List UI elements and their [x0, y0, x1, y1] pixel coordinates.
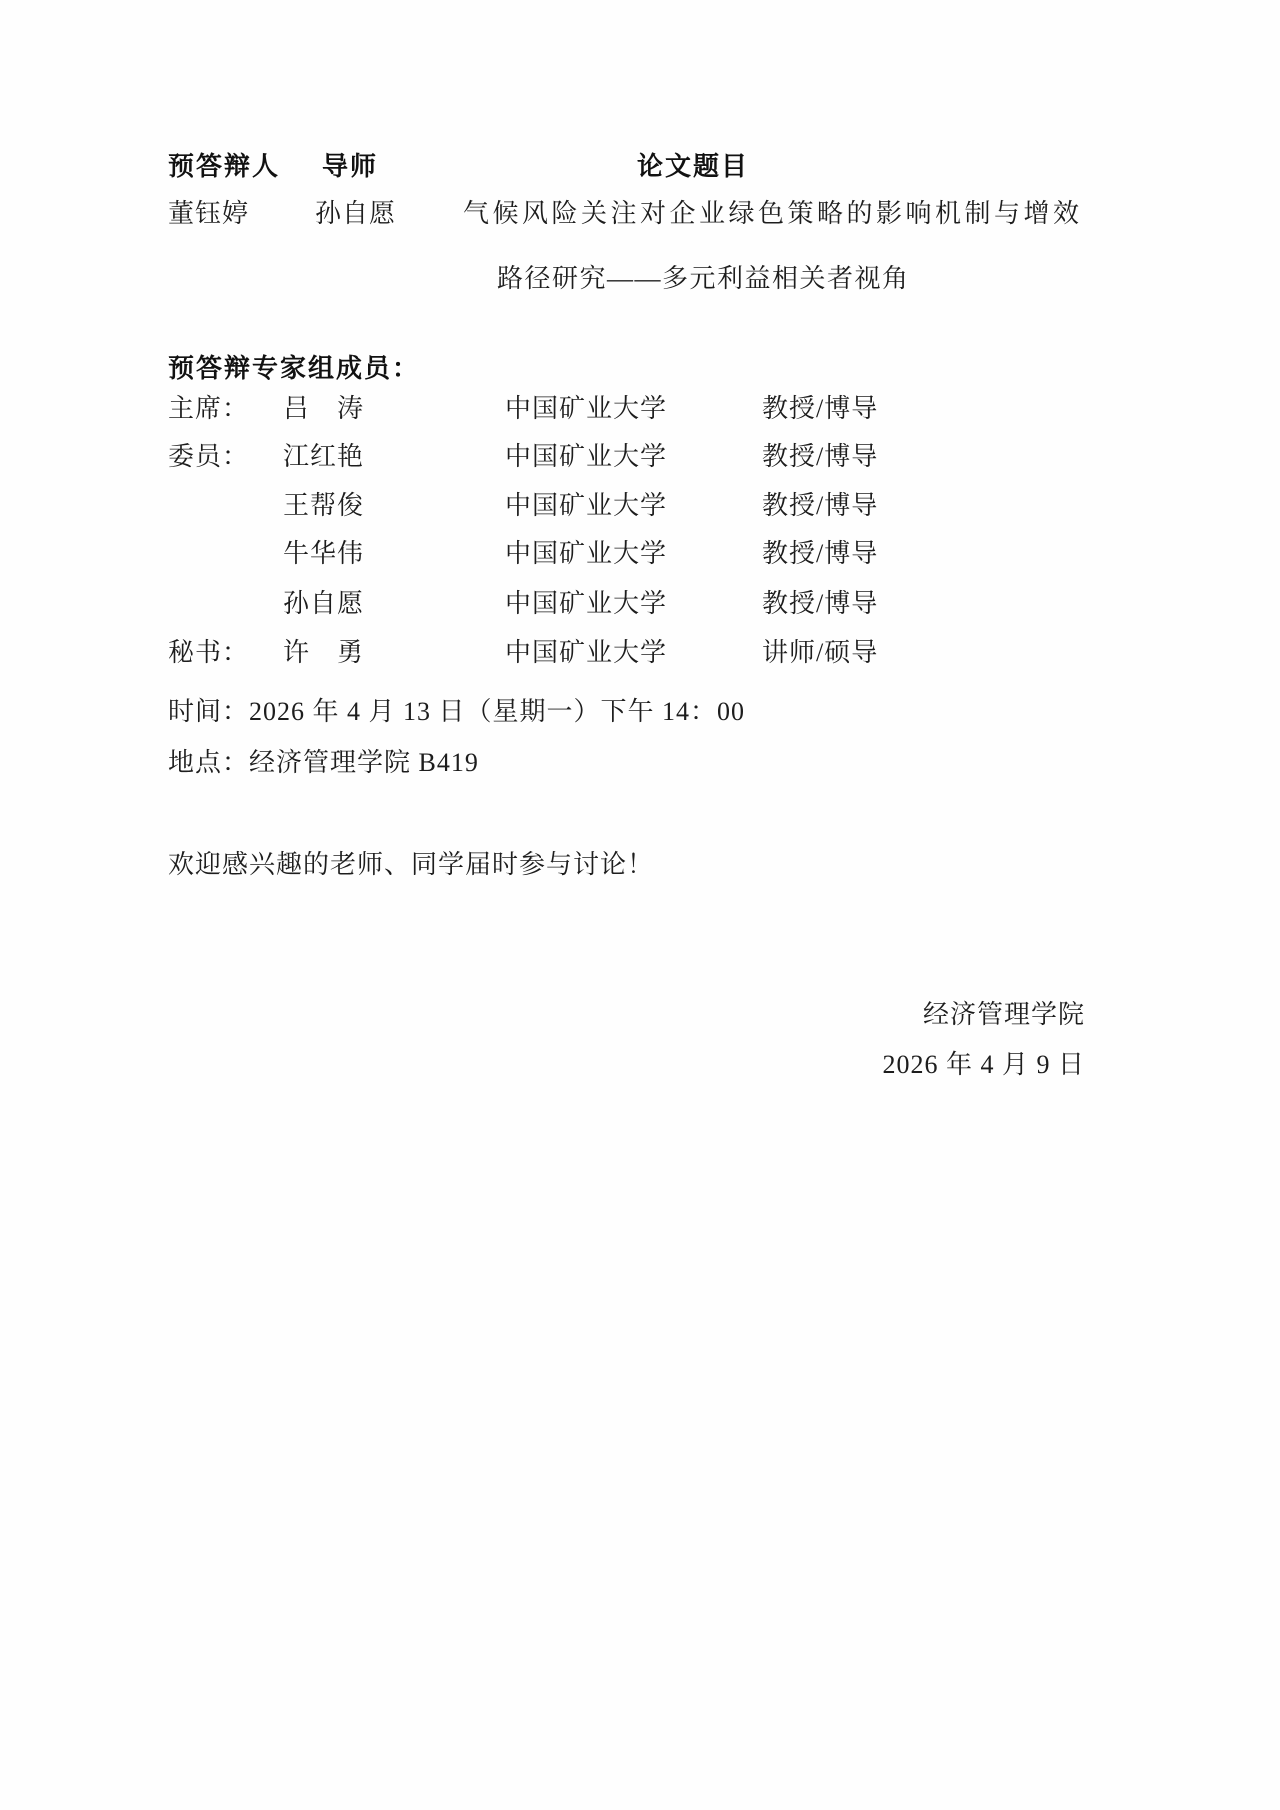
member-name: 江红艳: [283, 442, 365, 471]
member-role: 秘书：: [168, 638, 250, 667]
column-header-advisor: 导师: [322, 151, 379, 181]
member-name: 牛华伟: [283, 539, 365, 568]
member-title: 教授/博导: [762, 539, 879, 568]
column-header-candidate: 预答辩人: [168, 151, 281, 181]
member-title: 教授/博导: [762, 491, 879, 520]
candidate-name: 董钰婷: [168, 199, 250, 228]
thesis-title-line1: 气候风险关注对企业绿色策略的影响机制与增效: [463, 199, 1083, 228]
member-title: 教授/博导: [762, 442, 879, 471]
member-affiliation: 中国矿业大学: [505, 442, 668, 471]
committee-heading: 预答辩专家组成员：: [168, 353, 421, 383]
member-affiliation: 中国矿业大学: [505, 638, 668, 667]
member-affiliation: 中国矿业大学: [505, 539, 668, 568]
member-title: 讲师/硕导: [762, 638, 879, 667]
member-title: 教授/博导: [762, 394, 879, 423]
thesis-title-line2: 路径研究——多元利益相关者视角: [497, 264, 910, 293]
member-title: 教授/博导: [762, 589, 879, 618]
member-role: 委员：: [168, 442, 250, 471]
member-affiliation: 中国矿业大学: [505, 589, 668, 618]
member-affiliation: 中国矿业大学: [505, 491, 668, 520]
advisor-name: 孙自愿: [315, 199, 397, 228]
member-name: 吕 涛: [283, 394, 365, 423]
signature-date: 2026 年 4 月 9 日: [882, 1050, 1085, 1079]
column-header-thesis-title: 论文题目: [637, 151, 750, 181]
member-name: 孙自愿: [283, 589, 365, 618]
member-name: 许 勇: [283, 638, 365, 667]
member-name: 王帮俊: [283, 491, 365, 520]
signature-organization: 经济管理学院: [922, 1000, 1085, 1029]
location-line: 地点：经济管理学院 B419: [168, 748, 479, 777]
time-line: 时间：2026 年 4 月 13 日（星期一）下午 14：00: [168, 697, 746, 726]
member-role: 主席：: [168, 394, 250, 423]
invitation-line: 欢迎感兴趣的老师、同学届时参与讨论！: [168, 850, 655, 879]
member-affiliation: 中国矿业大学: [505, 394, 668, 423]
